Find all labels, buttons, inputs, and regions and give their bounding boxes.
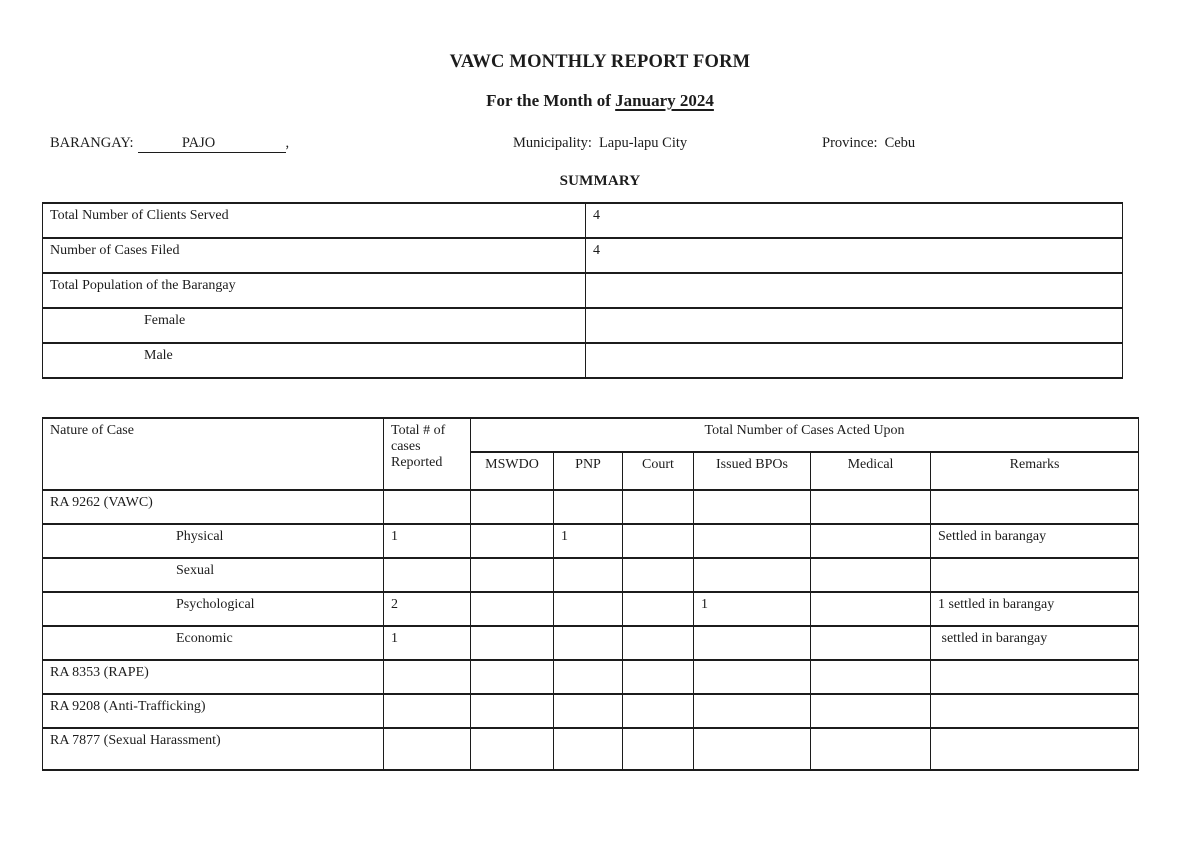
case-mswdo-cell xyxy=(471,524,554,558)
case-row-psychological xyxy=(43,592,1139,626)
case-medical-cell xyxy=(811,694,931,728)
case-nature-cell: Physical xyxy=(43,524,384,558)
case-row-ra9208 xyxy=(43,694,1139,728)
case-nature-cell: Sexual xyxy=(43,558,384,592)
case-medical-cell xyxy=(811,660,931,694)
case-pnp-cell xyxy=(554,490,623,524)
case-remarks-cell: 1 settled in barangay xyxy=(931,592,1139,626)
page-subtitle xyxy=(0,91,1200,111)
case-pnp-cell: 1 xyxy=(554,524,623,558)
page-title: VAWC MONTHLY REPORT FORM xyxy=(449,52,751,72)
barangay-blank-line xyxy=(138,135,286,153)
cases-table xyxy=(42,417,1139,771)
case-remarks-cell: settled in barangay xyxy=(931,626,1139,660)
header-total-cases: Total # of cases Reported xyxy=(384,418,471,490)
case-medical-cell xyxy=(811,626,931,660)
province-label: Province: xyxy=(822,135,878,151)
case-bpos-cell: 1 xyxy=(694,592,811,626)
case-court-cell xyxy=(623,524,694,558)
case-remarks-cell xyxy=(931,558,1139,592)
case-nature-cell: RA 8353 (RAPE) xyxy=(43,660,384,694)
summary-value-cell xyxy=(586,343,1123,378)
summary-label-cell: Total Number of Clients Served xyxy=(43,203,586,238)
case-mswdo-cell xyxy=(471,592,554,626)
case-pnp-cell xyxy=(554,592,623,626)
header-issued-bpos: Issued BPOs xyxy=(694,452,811,490)
summary-row xyxy=(43,238,1123,273)
case-court-cell xyxy=(623,728,694,770)
case-bpos-cell xyxy=(694,728,811,770)
municipality-label: Municipality: xyxy=(513,135,592,151)
case-medical-cell xyxy=(811,592,931,626)
header-remarks: Remarks xyxy=(931,452,1139,490)
municipality-value: Lapu-lapu City xyxy=(598,135,688,151)
case-medical-cell xyxy=(811,490,931,524)
province-value: Cebu xyxy=(884,135,916,151)
summary-value-cell xyxy=(586,308,1123,343)
case-row-ra8353 xyxy=(43,660,1139,694)
case-medical-cell xyxy=(811,728,931,770)
summary-label-cell: Total Population of the Barangay xyxy=(43,273,586,308)
case-mswdo-cell xyxy=(471,728,554,770)
case-bpos-cell xyxy=(694,490,811,524)
summary-heading: SUMMARY xyxy=(559,173,641,189)
case-row-economic xyxy=(43,626,1139,660)
case-remarks-cell xyxy=(931,728,1139,770)
province-field xyxy=(822,135,915,152)
case-pnp-cell xyxy=(554,728,623,770)
location-fields xyxy=(0,135,1200,157)
case-mswdo-cell xyxy=(471,660,554,694)
case-pnp-cell xyxy=(554,558,623,592)
case-bpos-cell xyxy=(694,626,811,660)
case-bpos-cell xyxy=(694,694,811,728)
summary-label-cell: Number of Cases Filed xyxy=(43,238,586,273)
case-total-cell: 1 xyxy=(384,626,471,660)
case-total-cell xyxy=(384,660,471,694)
case-row-ra9262 xyxy=(43,490,1139,524)
case-remarks-cell xyxy=(931,490,1139,524)
header-nature-of-case: Nature of Case xyxy=(43,418,384,490)
summary-row xyxy=(43,203,1123,238)
case-pnp-cell xyxy=(554,694,623,728)
case-court-cell xyxy=(623,694,694,728)
case-medical-cell xyxy=(811,524,931,558)
case-nature-cell: RA 7877 (Sexual Harassment) xyxy=(43,728,384,770)
case-mswdo-cell xyxy=(471,626,554,660)
header-cases-acted-upon: Total Number of Cases Acted Upon xyxy=(471,418,1139,452)
case-remarks-cell xyxy=(931,660,1139,694)
case-court-cell xyxy=(623,592,694,626)
case-medical-cell xyxy=(811,558,931,592)
case-court-cell xyxy=(623,660,694,694)
header-pnp: PNP xyxy=(554,452,623,490)
case-nature-cell: RA 9208 (Anti-Trafficking) xyxy=(43,694,384,728)
header-court: Court xyxy=(623,452,694,490)
case-court-cell xyxy=(623,558,694,592)
barangay-label: BARANGAY: xyxy=(50,135,134,151)
case-bpos-cell xyxy=(694,524,811,558)
case-nature-cell: Economic xyxy=(43,626,384,660)
case-total-cell: 2 xyxy=(384,592,471,626)
header-mswdo: MSWDO xyxy=(471,452,554,490)
case-row-physical xyxy=(43,524,1139,558)
cases-header-row-1 xyxy=(43,418,1139,452)
summary-label-cell: Male xyxy=(43,343,586,378)
summary-row xyxy=(43,343,1123,378)
case-mswdo-cell xyxy=(471,694,554,728)
case-remarks-cell xyxy=(931,694,1139,728)
case-mswdo-cell xyxy=(471,490,554,524)
case-court-cell xyxy=(623,490,694,524)
barangay-field xyxy=(50,135,289,153)
summary-label-cell: Female xyxy=(43,308,586,343)
case-total-cell xyxy=(384,728,471,770)
case-pnp-cell xyxy=(554,660,623,694)
summary-table xyxy=(42,202,1123,379)
case-total-cell xyxy=(384,694,471,728)
case-mswdo-cell xyxy=(471,558,554,592)
case-total-cell xyxy=(384,558,471,592)
case-bpos-cell xyxy=(694,558,811,592)
case-nature-cell: RA 9262 (VAWC) xyxy=(43,490,384,524)
header-medical: Medical xyxy=(811,452,931,490)
barangay-value: PAJO xyxy=(181,135,216,151)
report-month: January 2024 xyxy=(615,91,714,110)
barangay-suffix: , xyxy=(285,135,290,151)
case-total-cell: 1 xyxy=(384,524,471,558)
summary-value-cell: 4 xyxy=(586,238,1123,273)
subtitle-prefix: For the Month of xyxy=(486,91,616,110)
case-nature-cell: Psychological xyxy=(43,592,384,626)
case-row-ra7877 xyxy=(43,728,1139,770)
summary-row xyxy=(43,273,1123,308)
summary-row xyxy=(43,308,1123,343)
municipality-field xyxy=(513,135,687,152)
case-total-cell xyxy=(384,490,471,524)
case-court-cell xyxy=(623,626,694,660)
case-bpos-cell xyxy=(694,660,811,694)
summary-value-cell xyxy=(586,273,1123,308)
summary-value-cell: 4 xyxy=(586,203,1123,238)
case-row-sexual xyxy=(43,558,1139,592)
case-remarks-cell: Settled in barangay xyxy=(931,524,1139,558)
case-pnp-cell xyxy=(554,626,623,660)
